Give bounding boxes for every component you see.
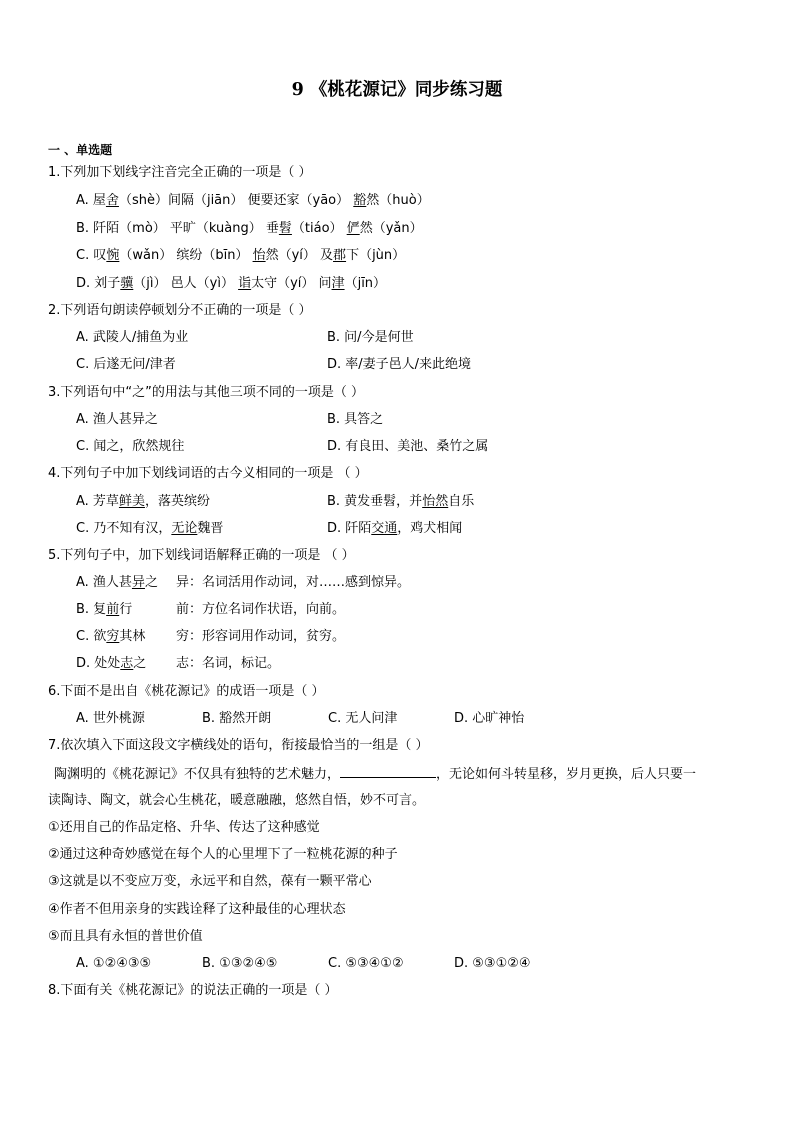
question-1-option-b: B. 阡陌（mò） 平旷（kuàng） 垂髫（tiáo） 俨然（yǎn）	[76, 221, 423, 236]
question-5-option-d: D. 处处志之 志：名词，标记。	[76, 656, 281, 671]
question-7-option-c: C. ⑤③④①②	[328, 956, 404, 971]
question-6-stem: 6.下面不是出自《桃花源记》的成语一项是（ ）	[48, 684, 325, 699]
question-4-option-b: B. 黄发垂髫，并怡然自乐	[327, 494, 475, 509]
question-6-option-c: C. 无人问津	[328, 711, 398, 726]
question-7-item-3: ③这就是以不变应万变，永远平和自然，葆有一颗平常心	[48, 874, 372, 889]
question-4-option-d: D. 阡陌交通，鸡犬相闻	[327, 521, 463, 536]
question-4-option-a: A. 芳草鲜美，落英缤纷	[76, 494, 210, 509]
question-7-stem: 7.依次填入下面这段文字横线处的语句，衔接最恰当的一组是（ ）	[48, 738, 429, 753]
question-3-option-a: A. 渔人甚异之	[76, 412, 158, 427]
question-7-option-b: B. ①③②④⑤	[202, 956, 278, 971]
question-2-option-b: B. 问/今是何世	[327, 330, 414, 345]
question-2-option-d: D. 率/妻子邑人/来此绝境	[327, 357, 472, 372]
question-7-option-a: A. ①②④③⑤	[76, 956, 152, 971]
question-4-option-c: C. 乃不知有汉，无论魏晋	[76, 521, 224, 536]
question-2-option-a: A. 武陵人/捕鱼为业	[76, 330, 189, 345]
answer-blank	[340, 765, 436, 778]
question-6-option-a: A. 世外桃源	[76, 711, 145, 726]
question-1-option-d: D. 刘子骥（jì） 邑人（yì） 诣太守（yí） 问津（jīn）	[76, 276, 387, 291]
question-7-item-4: ④作者不但用亲身的实践诠释了这种最佳的心理状态	[48, 902, 346, 917]
question-6-option-b: B. 豁然开朗	[202, 711, 272, 726]
question-5-stem: 5.下列句子中，加下划线词语解释正确的一项是 （ ）	[48, 548, 355, 563]
question-8-stem: 8.下面有关《桃花源记》的说法正确的一项是（ ）	[48, 983, 338, 998]
section-heading: 一 、单选题	[48, 143, 113, 157]
question-1-option-a: A. 屋舍（shè）间隔（jiān） 便要还家（yāo） 豁然（huò）	[76, 193, 430, 208]
question-1-stem: 1.下列加下划线字注音完全正确的一项是（ ）	[48, 165, 312, 180]
question-5-option-b: B. 复前行 前：方位名词作状语，向前。	[76, 602, 346, 617]
question-3-option-b: B. 具答之	[327, 412, 384, 427]
question-5-option-c: C. 欲穷其林 穷：形容词用作动词，贫穷。	[76, 629, 346, 644]
question-7-item-2: ②通过这种奇妙感觉在每个人的心里埋下了一粒桃花源的种子	[48, 847, 398, 862]
page-title: 9 《桃花源记》同步练习题	[291, 80, 503, 100]
question-1-option-c: C. 叹惋（wǎn） 缤纷（bīn） 怡然（yí） 及郡下（jùn）	[76, 248, 406, 263]
question-7-option-d: D. ⑤③①②④	[454, 956, 531, 971]
question-3-stem: 3.下列语句中“之”的用法与其他三项不同的一项是（ ）	[48, 385, 365, 400]
question-2-stem: 2.下列语句朗读停顿划分不正确的一项是（ ）	[48, 303, 312, 318]
question-6-option-d: D. 心旷神怡	[454, 711, 525, 726]
question-7-item-1: ①还用自己的作品定格、升华、传达了这种感觉	[48, 820, 320, 835]
question-7-item-5: ⑤而且具有永恒的普世价值	[48, 929, 203, 944]
question-3-option-d: D. 有良田、美池、桑竹之属	[327, 439, 489, 454]
question-5-option-a: A. 渔人甚异之 异：名词活用作动词，对……感到惊异。	[76, 575, 411, 590]
question-2-option-c: C. 后遂无问/津者	[76, 357, 176, 372]
question-3-option-c: C. 闻之，欣然规往	[76, 439, 185, 454]
question-7-passage-line-2: 读陶诗、陶文，就会心生桃花，暖意融融，悠然自悟，妙不可言。	[48, 793, 426, 808]
question-4-stem: 4.下列句子中加下划线词语的古今义相同的一项是 （ ）	[48, 466, 368, 481]
question-7-passage-line-1: 陶渊明的《桃花源记》不仅具有独特的艺术魅力， ，无论如何斗转星移，岁月更换，后人只要一	[54, 767, 697, 782]
